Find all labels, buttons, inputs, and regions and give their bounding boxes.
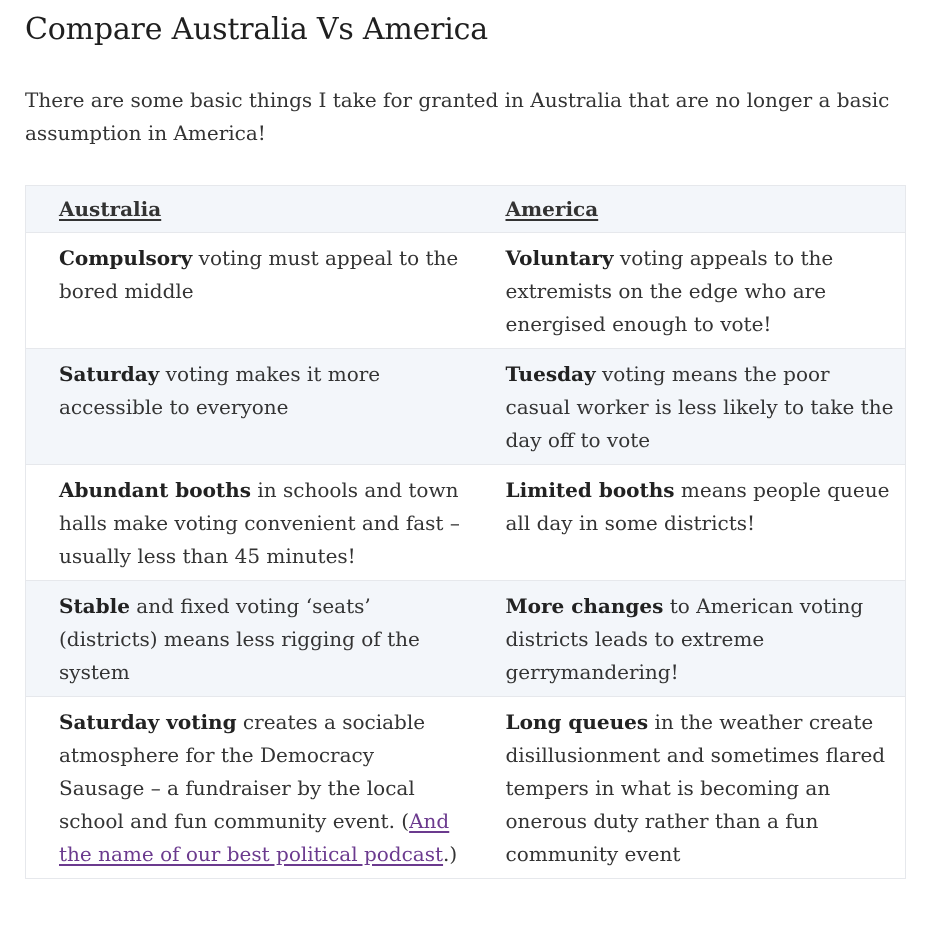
cell-lead: Compulsory bbox=[59, 246, 193, 270]
table-row bbox=[26, 581, 906, 697]
cell-lead: More changes bbox=[505, 594, 664, 618]
podcast-link[interactable]: And the name of our best political podcast bbox=[59, 809, 450, 866]
cell-text: voting means the poor casual worker is less likely to take the day off to vote bbox=[505, 362, 894, 452]
cell-lead: Stable bbox=[59, 594, 130, 618]
cell-text: voting makes it more accessible to everyone bbox=[59, 362, 381, 419]
america-cell bbox=[473, 697, 906, 879]
australia-cell bbox=[26, 465, 473, 581]
australia-cell bbox=[26, 697, 473, 879]
america-cell bbox=[473, 465, 906, 581]
cell-text: in the weather create disillusionment and sometimes flared tempers in what is becoming an onerous duty rather than a fun community event bbox=[505, 710, 886, 866]
cell-lead: Saturday voting bbox=[59, 710, 237, 734]
column-header-america: America bbox=[473, 186, 906, 233]
australia-cell bbox=[26, 581, 473, 697]
cell-lead: Voluntary bbox=[505, 246, 614, 270]
table-row bbox=[26, 465, 906, 581]
cell-lead: Saturday bbox=[59, 362, 160, 386]
cell-text: voting must appeal to the bored middle bbox=[59, 246, 459, 303]
column-header-australia: Australia bbox=[26, 186, 473, 233]
australia-cell bbox=[26, 233, 473, 349]
cell-lead: Tuesday bbox=[505, 362, 596, 386]
cell-text: to American voting districts leads to extreme gerrymandering! bbox=[505, 594, 864, 684]
table-row bbox=[26, 697, 906, 879]
table-header-row bbox=[26, 186, 906, 233]
page-title: Compare Australia Vs America bbox=[25, 12, 488, 47]
comparison-table bbox=[25, 185, 906, 879]
intro-paragraph: There are some basic things I take for granted in Australia that are no longer a basic assumption in America! bbox=[25, 88, 890, 145]
cell-lead: Abundant booths bbox=[59, 478, 251, 502]
australia-cell bbox=[26, 349, 473, 465]
america-cell bbox=[473, 233, 906, 349]
cell-text: means people queue all day in some districts! bbox=[505, 478, 890, 535]
america-cell bbox=[473, 349, 906, 465]
cell-text: voting appeals to the extremists on the edge who are energised enough to vote! bbox=[505, 246, 834, 336]
cell-text: and fixed voting ‘seats’ (districts) means less rigging of the system bbox=[59, 594, 420, 684]
cell-text: in schools and town halls make voting convenient and fast – usually less than 45 minutes! bbox=[59, 478, 460, 568]
cell-lead: Limited booths bbox=[505, 478, 675, 502]
cell-text: creates a sociable atmosphere for the Democracy Sausage – a fundraiser by the local school and fun community event. ( bbox=[59, 710, 426, 833]
america-cell bbox=[473, 581, 906, 697]
cell-text-after: .) bbox=[443, 842, 458, 866]
article-body bbox=[0, 12, 929, 879]
cell-lead: Long queues bbox=[505, 710, 649, 734]
table-row bbox=[26, 233, 906, 349]
table-row bbox=[26, 349, 906, 465]
